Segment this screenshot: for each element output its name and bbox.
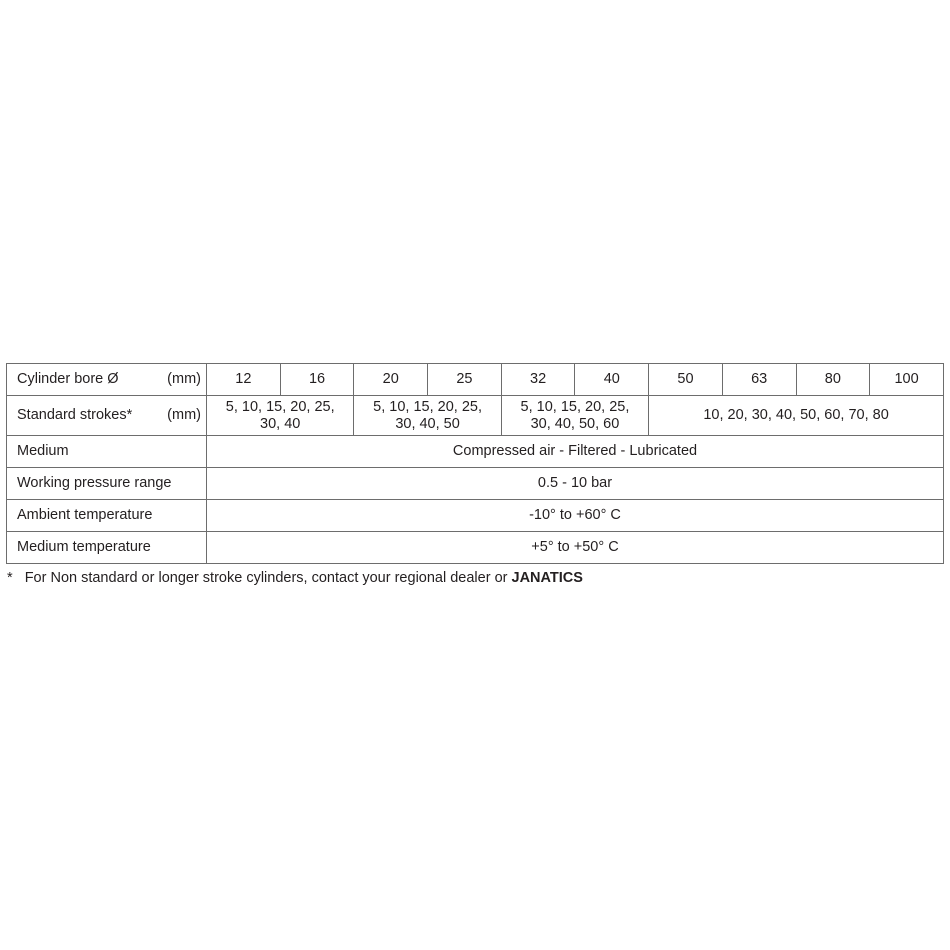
bore-value: 40	[575, 364, 649, 396]
bore-label-cell	[7, 364, 207, 396]
strokes-line: 5, 10, 15, 20, 25,	[520, 398, 630, 415]
pressure-value: 0.5 - 10 bar	[207, 468, 944, 500]
pressure-row	[7, 468, 944, 500]
medium-row	[7, 436, 944, 468]
bore-unit: (mm)	[167, 371, 201, 387]
bore-value: 16	[280, 364, 354, 396]
bore-value: 80	[796, 364, 870, 396]
pressure-label: Working pressure range	[7, 468, 207, 500]
footnote	[7, 570, 583, 586]
bore-value: 12	[207, 364, 281, 396]
medium-label: Medium	[7, 436, 207, 468]
strokes-group	[649, 396, 944, 436]
strokes-line: 5, 10, 15, 20, 25,	[225, 398, 335, 415]
bore-value: 63	[722, 364, 796, 396]
medium-temperature-label: Medium temperature	[7, 532, 207, 564]
strokes-unit: (mm)	[167, 407, 201, 423]
strokes-line: 30, 40, 50	[395, 415, 460, 432]
bore-value: 32	[501, 364, 575, 396]
ambient-temperature-value: -10° to +60° C	[207, 500, 944, 532]
brand-name: JANATICS	[511, 570, 583, 586]
footnote-text: For Non standard or longer stroke cylinders, contact your regional dealer or	[24, 570, 508, 586]
medium-temperature-value: +5° to +50° C	[207, 532, 944, 564]
medium-value: Compressed air - Filtered - Lubricated	[207, 436, 944, 468]
ambient-temperature-row	[7, 500, 944, 532]
bore-row	[7, 364, 944, 396]
strokes-label: Standard strokes*	[17, 407, 133, 423]
specifications-table	[6, 363, 944, 564]
bore-value: 20	[354, 364, 428, 396]
bore-value: 25	[428, 364, 502, 396]
ambient-temperature-label: Ambient temperature	[7, 500, 207, 532]
strokes-group	[354, 396, 501, 436]
strokes-line: 30, 40, 50, 60	[530, 415, 620, 432]
bore-value: 50	[649, 364, 723, 396]
medium-temperature-row	[7, 532, 944, 564]
strokes-label-cell	[7, 396, 207, 436]
bore-value: 100	[870, 364, 944, 396]
strokes-line: 10, 20, 30, 40, 50, 60, 70, 80	[703, 407, 889, 423]
strokes-group	[207, 396, 354, 436]
strokes-group	[501, 396, 648, 436]
bore-label: Cylinder bore Ø	[17, 371, 119, 387]
footnote-asterisk: *	[7, 570, 13, 586]
strokes-line: 30, 40	[260, 415, 301, 432]
strokes-row	[7, 396, 944, 436]
strokes-line: 5, 10, 15, 20, 25,	[373, 398, 482, 415]
